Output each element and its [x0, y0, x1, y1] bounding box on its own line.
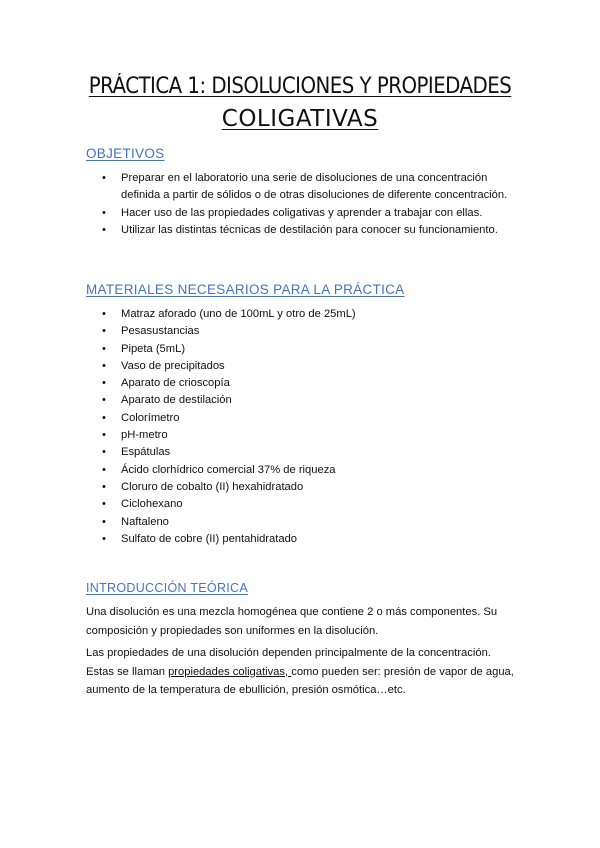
list-item: • Sulfato de cobre (II) pentahidratado [108, 531, 356, 548]
list-item: • Matraz aforado (uno de 100mL y otro de 25mL) [108, 306, 356, 323]
list-item: • Ciclohexano [108, 496, 356, 513]
list-item: • pH-metro [108, 427, 356, 444]
list-item: • Utilizar las distintas técnicas de destilación para conocer su funcionamiento. [108, 222, 518, 239]
list-item: • Vaso de precipitados [108, 358, 356, 375]
underlined-term: propiedades coligativas, [168, 665, 292, 678]
list-item: • Colorímetro [108, 410, 356, 427]
intro-text: Las propiedades de una disolución dependen principalmente de la concentración. Estas se llaman [86, 647, 491, 678]
list-item: • Aparato de destilación [108, 392, 356, 409]
list-item: • Cloruro de cobalto (II) hexahidratado [108, 479, 356, 496]
list-item: • Espátulas [108, 444, 356, 461]
list-item: • Preparar en el laboratorio una serie de disoluciones de una concentración definida a partir de sólidos o de otras disoluciones de diferente concentración. [108, 170, 518, 205]
heading-objetivos: OBJETIVOS [86, 146, 165, 161]
objetivos-list [108, 170, 518, 239]
list-item: • Ácido clorhídrico comercial 37% de riqueza [108, 462, 356, 479]
list-item: • Pesasustancias [108, 323, 356, 340]
intro-paragraph-2 [86, 644, 516, 700]
list-item: • Aparato de crioscopía [108, 375, 356, 392]
materiales-list [108, 306, 356, 548]
intro-paragraph-1: Una disolución es una mezcla homogénea que contiene 2 o más componentes. Su composición y propiedades son uniformes en la disolución. [86, 606, 498, 637]
list-item: • Pipeta (5mL) [108, 341, 356, 358]
heading-materiales: MATERIALES NECESARIOS PARA LA PRÁCTICA [86, 282, 405, 297]
page-title-line1: PRÁCTICA 1: DISOLUCIONES Y PROPIEDADES [88, 74, 512, 99]
list-item: • Hacer uso de las propiedades coligativas y aprender a trabajar con ellas. [108, 205, 518, 222]
list-item: • Naftaleno [108, 514, 356, 531]
heading-introduccion: INTRODUCCIÓN TEÓRICA [86, 581, 249, 595]
page-title-line2: COLIGATIVAS [221, 106, 379, 132]
intro-text: como pueden ser: presión de vapor de agua, aumento de la temperatura de ebullición, presión osmótica…etc. [86, 665, 514, 696]
